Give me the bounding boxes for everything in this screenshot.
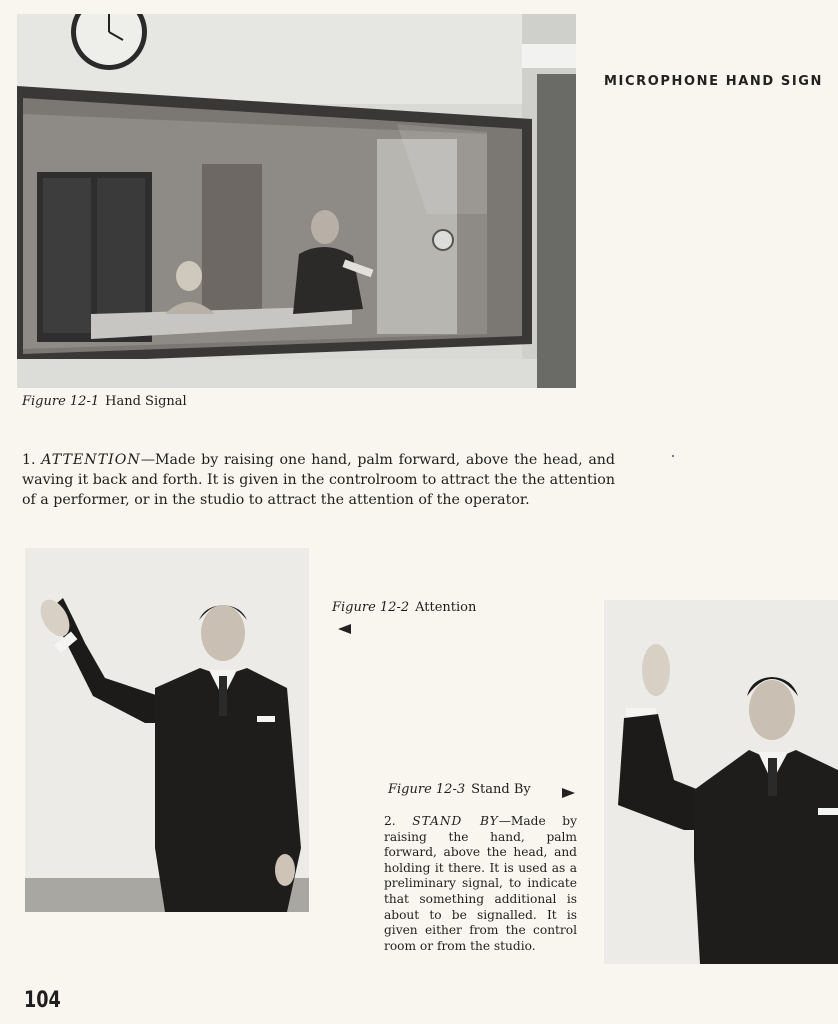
- paragraph-stand-by: [384, 814, 577, 954]
- figure-12-3-caption: [388, 782, 531, 797]
- figure-label: Figure 12-2: [332, 600, 410, 615]
- figure-12-2-caption: [332, 600, 476, 615]
- running-header: MICROPHONE HAND SIGN: [604, 74, 824, 89]
- figure-title: Stand By: [471, 782, 531, 797]
- em-dash: —: [140, 452, 155, 468]
- paragraph-text: Made by raising the hand, palm forward, above the head, and holding it there. It is used as a preliminary signal, to indicate that something additional is about to be signalled. It is given either from the control room or from the studio.: [384, 814, 577, 953]
- figure-12-1-caption: [22, 394, 187, 409]
- paragraph-text: Made by raising one hand, palm forward, above the head, and waving it back and forth. It is given in the controlroom to attract the the attention of a performer, or in the studio to attract the attention of the operator.: [22, 452, 615, 508]
- signal-term: ATTENTION: [41, 452, 141, 468]
- figure-title: Attention: [415, 600, 477, 615]
- figure-label: Figure 12-3: [388, 782, 466, 797]
- em-dash: —: [498, 814, 511, 828]
- figure-12-2-photo: [25, 548, 309, 912]
- triangle-left-icon: [338, 619, 351, 638]
- print-speck: [672, 455, 674, 457]
- paragraph-attention: [22, 450, 615, 510]
- triangle-right-icon: [562, 783, 575, 802]
- page-number: 104: [24, 988, 61, 1013]
- paragraph-number: 1.: [22, 452, 36, 468]
- figure-title: Hand Signal: [105, 394, 187, 409]
- paragraph-number: 2.: [384, 814, 396, 828]
- figure-12-1-photo: [17, 14, 576, 388]
- figure-12-3-photo: [604, 600, 838, 964]
- figure-label: Figure 12-1: [22, 394, 100, 409]
- signal-term: STAND BY: [412, 814, 499, 828]
